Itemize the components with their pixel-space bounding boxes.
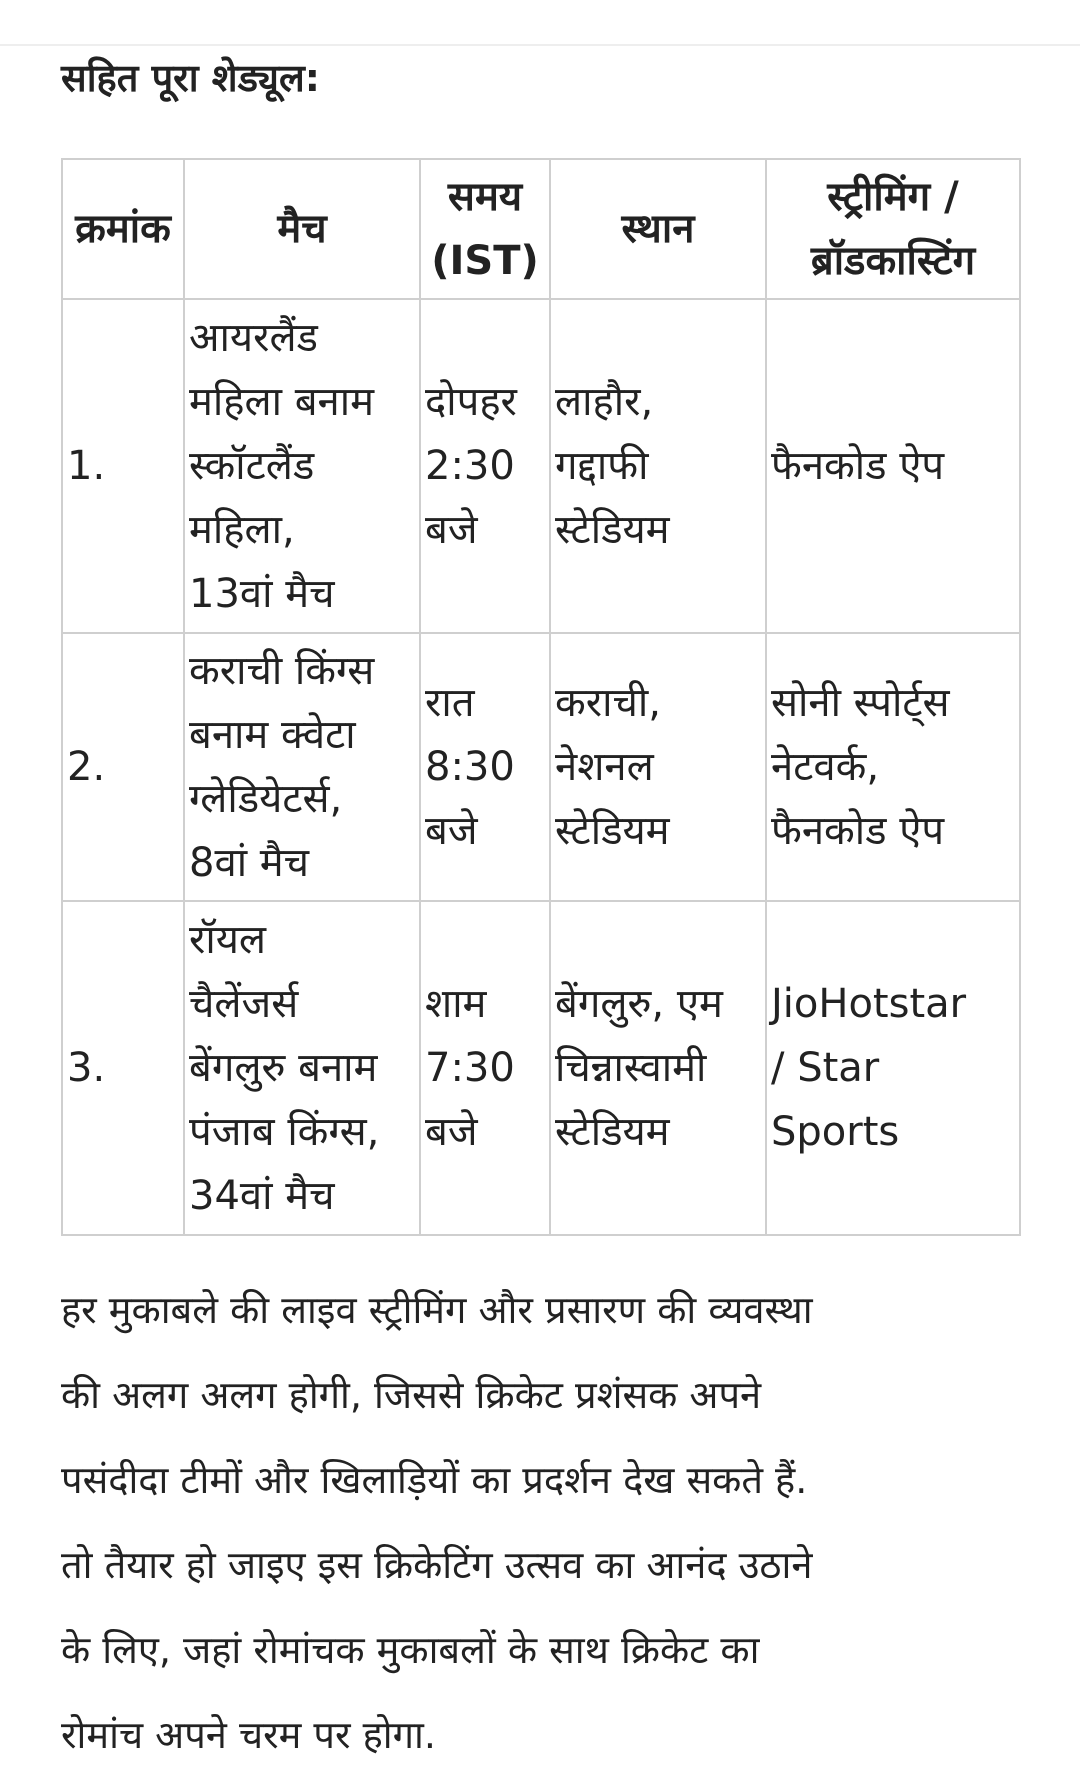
header-serial: क्रमांक xyxy=(62,159,184,299)
cell-line: JioHotstar xyxy=(771,981,967,1027)
cell-line: स्टेडियम xyxy=(555,808,670,854)
cell-line: 8वां मैच xyxy=(189,840,310,886)
cell-line: स्कॉटलैंड xyxy=(189,443,315,489)
table-row xyxy=(62,299,1020,633)
paragraph-line: की अलग अलग होगी, जिससे क्रिकेट प्रशंसक अपने xyxy=(61,1373,762,1417)
cell-line: 34वां मैच xyxy=(189,1173,335,1219)
cell-line: 8:30 xyxy=(425,744,515,790)
cell-line: महिला, xyxy=(189,507,295,553)
cell-line: आयरलैंड xyxy=(189,315,318,361)
table-row xyxy=(62,901,1020,1235)
cell-venue xyxy=(550,901,766,1235)
cell-line: / Star xyxy=(771,1045,880,1091)
cell-line: बनाम क्वेटा xyxy=(189,712,356,758)
cell-match xyxy=(184,901,420,1235)
cell-venue xyxy=(550,633,766,901)
cell-line: सोनी स्पोर्ट्स xyxy=(771,680,950,726)
cell-line: रात xyxy=(425,680,475,726)
cell-line: नेटवर्क, xyxy=(771,744,880,790)
header-broadcast-line: ब्रॉडकास्टिंग xyxy=(810,238,976,284)
cell-line: कराची, xyxy=(555,680,661,726)
cell-broadcast xyxy=(766,901,1020,1235)
cell-broadcast xyxy=(766,633,1020,901)
cell-line: लाहौर, xyxy=(555,379,654,425)
cell-line: फैनकोड ऐप xyxy=(771,443,945,489)
cell-line: गद्दाफी xyxy=(555,443,649,489)
cell-line: Sports xyxy=(771,1109,900,1155)
top-divider xyxy=(0,44,1080,46)
cell-line: बजे xyxy=(425,507,478,553)
header-time-line: समय xyxy=(447,174,523,220)
cell-line: चिन्नास्वामी xyxy=(555,1045,707,1091)
cell-line: कराची किंग्स xyxy=(189,648,375,694)
cell-serial: 3. xyxy=(62,901,184,1235)
cell-serial: 2. xyxy=(62,633,184,901)
header-time-line: (IST) xyxy=(431,238,539,284)
cell-line: रॉयल xyxy=(189,917,267,963)
match-schedule-table xyxy=(61,158,1021,1236)
cell-line: स्टेडियम xyxy=(555,1109,670,1155)
cell-line: महिला बनाम xyxy=(189,379,375,425)
cell-line: पंजाब किंग्स, xyxy=(189,1109,380,1155)
header-broadcast-line: स्ट्रीमिंग / xyxy=(827,174,959,220)
cell-broadcast xyxy=(766,299,1020,633)
paragraph-line: पसंदीदा टीमों और खिलाड़ियों का प्रदर्शन देख सकते हैं. xyxy=(61,1458,808,1502)
body-paragraph xyxy=(61,1268,1021,1778)
cell-time xyxy=(420,633,550,901)
cell-venue xyxy=(550,299,766,633)
cell-line: बजे xyxy=(425,1109,478,1155)
cell-line: 2:30 xyxy=(425,443,515,489)
paragraph-line: के लिए, जहां रोमांचक मुकाबलों के साथ क्रिकेट का xyxy=(61,1628,760,1672)
paragraph-line: रोमांच अपने चरम पर होगा. xyxy=(61,1713,436,1757)
cell-line: बेंगलुरु बनाम xyxy=(189,1045,378,1091)
cell-line: 7:30 xyxy=(425,1045,515,1091)
cell-line: 13वां मैच xyxy=(189,571,335,617)
cell-time xyxy=(420,299,550,633)
cell-line: बजे xyxy=(425,808,478,854)
cell-line: स्टेडियम xyxy=(555,507,670,553)
header-time xyxy=(420,159,550,299)
cell-line: शाम xyxy=(425,981,487,1027)
header-broadcast xyxy=(766,159,1020,299)
paragraph-line: तो तैयार हो जाइए इस क्रिकेटिंग उत्सव का आनंद उठाने xyxy=(61,1543,813,1587)
cell-serial: 1. xyxy=(62,299,184,633)
cell-time xyxy=(420,901,550,1235)
section-heading: सहित पूरा शेड्यूल: xyxy=(61,56,320,100)
cell-line: चैलेंजर्स xyxy=(189,981,299,1027)
paragraph-line: हर मुकाबले की लाइव स्ट्रीमिंग और प्रसारण की व्यवस्था xyxy=(61,1288,813,1332)
table-row xyxy=(62,633,1020,901)
header-venue: स्थान xyxy=(550,159,766,299)
cell-match xyxy=(184,633,420,901)
cell-line: नेशनल xyxy=(555,744,654,790)
cell-match xyxy=(184,299,420,633)
cell-line: फैनकोड ऐप xyxy=(771,808,945,854)
cell-line: बेंगलुरु, एम xyxy=(555,981,723,1027)
cell-line: ग्लेडियेटर्स, xyxy=(189,776,343,822)
header-match: मैच xyxy=(184,159,420,299)
cell-line: दोपहर xyxy=(425,379,517,425)
table-header-row xyxy=(62,159,1020,299)
